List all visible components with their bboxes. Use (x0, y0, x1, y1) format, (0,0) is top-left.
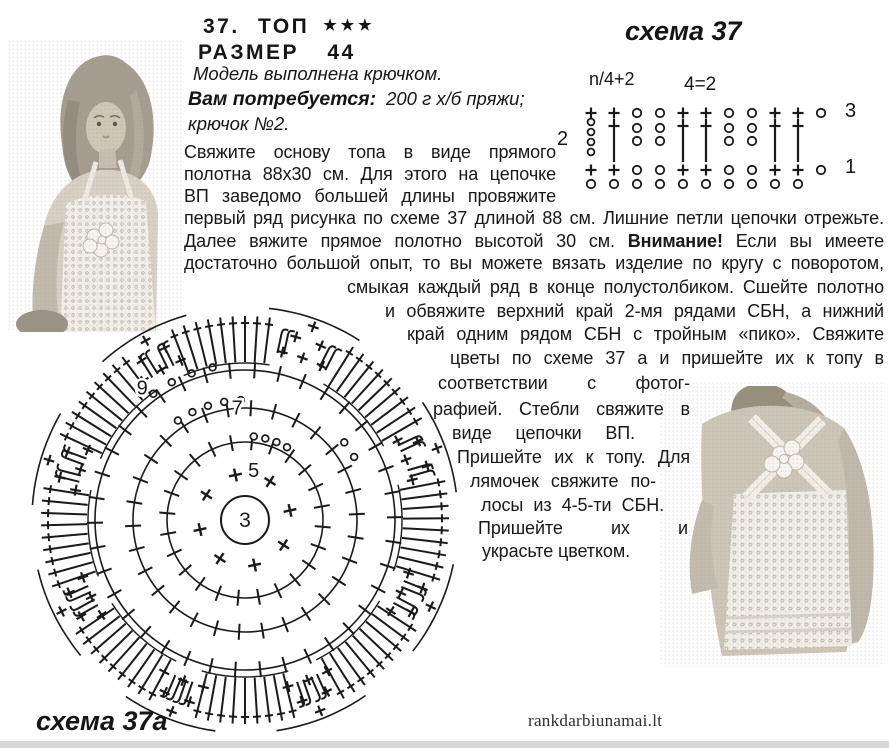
body-line-16: лосы из 4-5-ти СБН. (481, 495, 664, 515)
back-photo-woman (660, 382, 885, 667)
materials-label: Вам потребуется: (188, 88, 377, 110)
scheme37-chart (551, 84, 885, 202)
body-line-5c: Если вы имеете (722, 231, 884, 251)
difficulty-stars: ★★★ (323, 17, 376, 34)
body-line-1: Свяжите основу топа в виде прямого (184, 142, 556, 162)
body-line-10: цветы по схеме 37 а и пришейте их к топу в (450, 348, 884, 368)
attention-bold: Внимание! (627, 231, 723, 251)
body-line-18: украсьте цветком. (482, 541, 631, 561)
body-line-2: полотна 88х30 см. Для этого на цепочке (184, 164, 556, 184)
pattern-number-title: 37. ТОП (203, 15, 310, 38)
materials-value: 200 г х/б пряжи; (386, 88, 525, 109)
scheme37-row-label-bottom: 1 (845, 156, 857, 178)
body-line-7: смыкая каждый ряд в конце полустолбиком. Сшейте полотно (347, 277, 884, 297)
svg-text:7: 7 (231, 397, 243, 420)
body-line-13: виде цепочки ВП. (452, 423, 635, 443)
materials-cont: крючок №2. (188, 113, 290, 134)
svg-text:5: 5 (248, 459, 260, 482)
front-photo-woman (8, 40, 182, 332)
body-line-17: Пришейте их и (478, 518, 688, 538)
svg-text:9: 9 (136, 377, 148, 400)
pattern-title (203, 15, 376, 39)
svg-text:3: 3 (239, 509, 251, 532)
body-line-15: лямочек свяжите по- (470, 471, 656, 491)
body-line-5 (184, 231, 884, 253)
body-line-9: край одним рядом СБН с тройным «пико». Свяжите (407, 324, 884, 344)
scheme37-title: схема 37 (625, 16, 742, 46)
watermark-text: rankdarbiunamai.lt (528, 711, 663, 730)
scheme37-note-right: 4=2 (684, 74, 717, 95)
bottom-scan-band (0, 741, 889, 748)
body-line-6: достаточно большой опыт, то вы можете вязать изделие по кругу с поворотом, (184, 253, 884, 273)
model-note: Модель выполнена крючком. (193, 63, 443, 84)
body-line-12: рафией. Стебли свяжите в (433, 399, 690, 419)
scheme37-row-label-left: 2 (557, 128, 569, 150)
body-line-4: первый ряд рисунка по схеме 37 длиной 88 см. Лишние петли цепочки отрежьте. (184, 208, 884, 228)
front-photo-graphic (8, 40, 182, 332)
circle-diagram-37a (12, 292, 482, 747)
body-line-14: Пришейте их к топу. Для (457, 447, 690, 467)
body-line-3: ВП заведомо большей длины провяжите (184, 186, 556, 206)
scheme37-note-left: n/4+2 (589, 69, 635, 89)
back-photo-graphic (660, 382, 885, 667)
size-line: РАЗМЕР 44 (198, 41, 356, 64)
diagram-caption: схема 37а (36, 706, 168, 736)
body-line-8: и обвяжите верхний край 2-мя рядами СБН, а нижний (385, 301, 884, 321)
body-line-11: соответствии с фотог- (438, 373, 690, 393)
materials-line (188, 88, 525, 111)
scheme37-row-label-top: 3 (845, 100, 857, 122)
body-line-5a: Далее вяжите прямое полотно высотой 30 см. (184, 231, 628, 251)
